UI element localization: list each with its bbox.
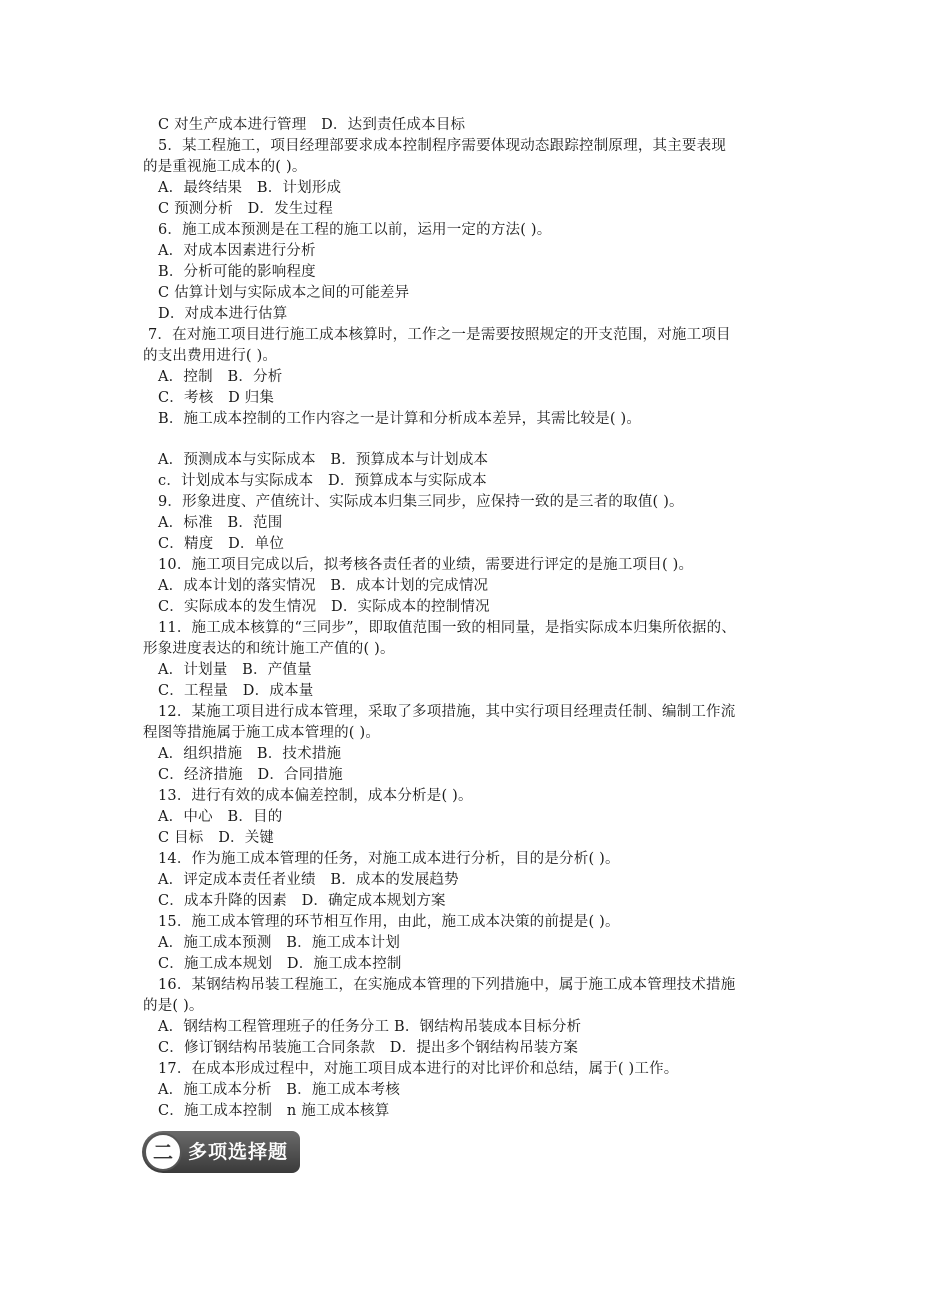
text-line-l35: 14．作为施工成本管理的任务，对施工成本进行分析，目的是分析( )。 — [158, 851, 620, 867]
text-line-l16: A．预测成本与实际成本 B．预算成本与计划成本 — [158, 452, 489, 468]
text-line-l14: C．考核 D 归集 — [158, 390, 275, 406]
text-line-l11: 7．在对施工项目进行施工成本核算时，工作之一是需要按照规定的开支范围，对施工项目 — [148, 327, 731, 343]
text-line-l42: 的是( )。 — [143, 998, 204, 1014]
text-line-l26: A．计划量 B．产值量 — [158, 662, 312, 678]
text-line-l47: C．施工成本控制 n 施工成本核算 — [158, 1103, 390, 1119]
text-line-l10: D．对成本进行估算 — [158, 306, 288, 322]
text-line-l25: 形象进度表达的和统计施工产值的( )。 — [143, 641, 395, 657]
text-line-l31: C．经济措施 D．合同措施 — [158, 767, 343, 783]
text-line-l18: 9．形象进度、产值统计、实际成本归集三同步，应保持一致的是三者的取值( )。 — [158, 494, 684, 510]
section-number-badge: 二 — [144, 1133, 182, 1171]
text-line-l12: 的支出费用进行( )。 — [143, 348, 278, 364]
text-line-l05: C 预测分析 D．发生过程 — [158, 201, 333, 217]
text-line-l45: 17．在成本形成过程中，对施工项目成本进行的对比评价和总结，属于( )工作。 — [158, 1061, 679, 1077]
text-line-l28: 12．某施工项目进行成本管理，采取了多项措施，其中实行项目经理责任制、编制工作流 — [158, 704, 736, 720]
text-line-l33: A．中心 B．目的 — [158, 809, 283, 825]
text-line-l21: 10．施工项目完成以后，拟考核各责任者的业绩，需要进行评定的是施工项目( )。 — [158, 557, 694, 573]
text-line-l22: A．成本计划的落实情况 B．成本计划的完成情况 — [158, 578, 489, 594]
text-line-l17: c．计划成本与实际成本 D．预算成本与实际成本 — [158, 473, 487, 489]
text-line-l44: C．修订钢结构吊装施工合同条款 D．提出多个钢结构吊装方案 — [158, 1040, 579, 1056]
text-line-l20: C．精度 D．单位 — [158, 536, 285, 552]
text-line-l39: A．施工成本预测 B．施工成本计划 — [158, 935, 401, 951]
text-line-l41: 16．某钢结构吊装工程施工，在实施成本管理的下列措施中，属于施工成本管理技术措施 — [158, 977, 736, 993]
text-line-l37: C．成本升降的因素 D．确定成本规划方案 — [158, 893, 446, 909]
text-line-l43: A．钢结构工程管理班子的任务分工 B．钢结构吊装成本目标分析 — [158, 1019, 582, 1035]
text-line-l40: C．施工成本规划 D．施工成本控制 — [158, 956, 402, 972]
text-line-l30: A．组织措施 B．技术措施 — [158, 746, 342, 762]
text-line-l34: C 目标 D．关键 — [158, 830, 275, 846]
text-line-l13: A．控制 B．分析 — [158, 369, 283, 385]
text-line-l32: 13．进行有效的成本偏差控制，成本分析是( )。 — [158, 788, 473, 804]
text-line-l38: 15．施工成本管理的环节相互作用，由此，施工成本决策的前提是( )。 — [158, 914, 620, 930]
text-line-l46: A．施工成本分析 B．施工成本考核 — [158, 1082, 401, 1098]
text-line-l36: A．评定成本责任者业绩 B．成本的发展趋势 — [158, 872, 459, 888]
text-line-l19: A．标准 B．范围 — [158, 515, 283, 531]
text-line-l24: 11．施工成本核算的“三同步”，即取值范围一致的相同量，是指实际成本归集所依据的、 — [158, 620, 736, 636]
section-title: 多项选择题 — [188, 1141, 289, 1163]
text-line-l09: C 估算计划与实际成本之间的可能差异 — [158, 285, 410, 301]
text-line-l06: 6．施工成本预测是在工程的施工以前，运用一定的方法( )。 — [158, 222, 552, 238]
text-line-l04: A．最终结果 B．计划形成 — [158, 180, 342, 196]
text-line-l02: 5．某工程施工，项目经理部要求成本控制程序需要体现动态跟踪控制原理，其主要表现 — [158, 138, 727, 154]
section-header-multiple-choice — [142, 1131, 300, 1173]
text-line-l07: A．对成本因素进行分析 — [158, 243, 316, 259]
text-line-l29: 程图等措施属于施工成本管理的( )。 — [143, 725, 381, 741]
text-line-l15: B．施工成本控制的工作内容之一是计算和分析成本差异，其需比较是( )。 — [158, 411, 642, 427]
text-line-l27: C．工程量 D．成本量 — [158, 683, 314, 699]
text-line-l01: C 对生产成本进行管理 D．达到责任成本目标 — [158, 117, 466, 133]
text-line-l03: 的是重视施工成本的( )。 — [143, 159, 307, 175]
text-line-l23: C．实际成本的发生情况 D．实际成本的控制情况 — [158, 599, 490, 615]
text-line-l08: B．分析可能的影响程度 — [158, 264, 316, 280]
